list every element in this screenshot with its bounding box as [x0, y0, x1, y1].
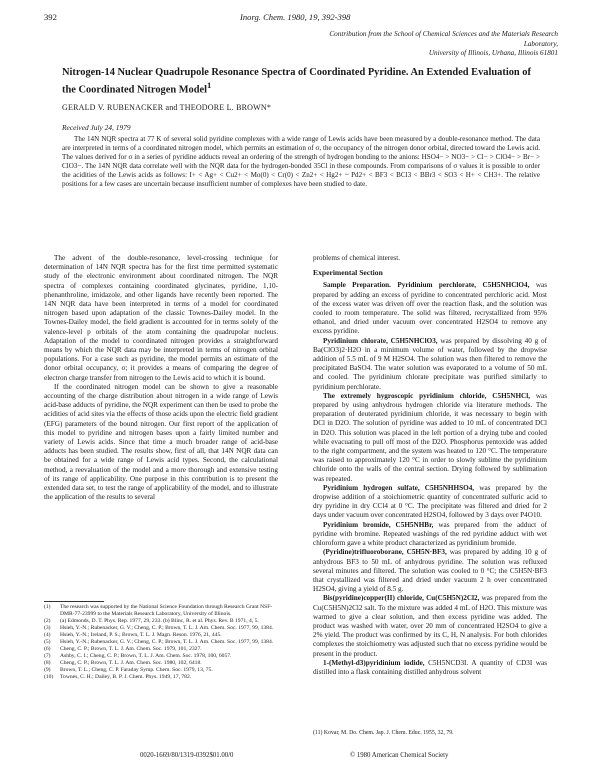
authors: GERALD V. RUBENACKER and THEODORE L. BROWN*	[62, 103, 272, 112]
article-title-footnote-marker: 1	[206, 80, 212, 90]
prep-text-1: was prepared by adding an excess of pyridine to concentrated perchloric acid. Most of the excess water was driven off over the reaction flask, and the solution was cooled to room temperature. The solid was filtered, recrystallized from 95% ethanol, and dried under vacuum over concentrated H2SO4 to remove any excess pyridine.	[313, 281, 548, 336]
prep-text-5: was prepared from the adduct of pyridine with bromine. Repeated washings of the red pyridine adduct with wet chloroform gave a white product characterized as pyridinium bromide.	[313, 520, 548, 548]
article-title-text: Nitrogen-14 Nuclear Quadrupole Resonance Spectra of Coordinated Pyridine. An Extended Evaluation of the Coordinated Nitrogen Model	[62, 67, 531, 96]
received-date: Received July 24, 1979	[62, 123, 131, 132]
journal-citation: Inorg. Chem. 1980, 19, 392-398	[240, 12, 351, 22]
footnote-text: Cheng, C. P.; Brown, T. L. J. Am. Chem. Soc. 1980, 102, 6418.	[60, 660, 202, 666]
footnote	[44, 646, 280, 653]
footnote-text: Brown, T. L.; Cheng, C. P. Faraday Symp. Chem. Soc. 1979, 13, 75.	[60, 667, 213, 673]
footnote-number: (5)	[44, 639, 51, 645]
prep-heading-6: (Pyridine)trifluoroborane, C5H5N·BF3,	[323, 548, 447, 557]
footnote-number: (1)	[44, 604, 51, 610]
affiliation	[300, 30, 558, 59]
footnote-number: (3)	[44, 625, 51, 631]
left-column	[44, 254, 278, 502]
prep-paragraph-1	[313, 281, 547, 336]
footnote-text: Cheng, C. P.; Brown, T. L. J. Am. Chem. Soc. 1979, 101, 2327.	[60, 646, 202, 652]
footer-code: 0020-1669/80/1319-0392$01.00/0	[140, 752, 234, 759]
footnotes	[44, 604, 280, 681]
footnote	[44, 660, 280, 667]
prep-text-8: C5H5NCD3I. A quantity of CD3I was distilled into a flask containing distilled anhydrous solvent	[313, 658, 547, 676]
footnote-text: Ashby, C. I.; Cheng, C. P.; Brown, T. L. J. Am. Chem. Soc. 1978, 100, 6057.	[60, 653, 232, 659]
affiliation-line-2: University of Illinois, Urbana, Illinois 61801	[428, 49, 558, 57]
prep-paragraph-5	[313, 521, 547, 549]
prep-text-3: was prepared by using anhydrous hydrogen chloride via literature methods. The preparation of deuterated pyridinium chloride, it was necessary to begin with DCl in D2O. The solution of pyridine was added to 10 mL of concentrated DCl in D2O. This solution was placed in the left portion of a drying tube and cooled while evacuating to pull off most of the D2O. Phosphorus pentoxide was added to the right compartment, and the system was heated to 120 °C. The temperature was raised to approximately 120 °C in order to slowly sublime the pyridinium chloride onto the walls of the central section. Drying followed by sublimation was repeated.	[313, 391, 547, 483]
footer-copyright: © 1980 American Chemical Society	[350, 752, 449, 759]
prep-text-6: was prepared by adding 10 g of anhydrous BF3 to 50 mL of anhydrous pyridine. The solution was refluxed several minutes and filtered. The solution was cooled to 0 °C; the C5H5N·BF3 that crystallized was filtered and dried under vacuum 2 h over concentrated H2SO4, giving a yield of 8.5 g.	[313, 548, 547, 594]
prep-heading-5: Pyridinium bromide, C5H5NHBr,	[323, 520, 434, 529]
footnote-number: (2)	[44, 618, 51, 624]
section-heading: Experimental Section	[313, 268, 383, 278]
footnote-number: (9)	[44, 667, 51, 673]
prep-paragraph-8	[313, 659, 547, 677]
prep-text-2: was prepared by dissolving 40 g of Ba(ClO3)2·H2O in a minimum volume of water, followed by the dropwise addition of 5.5 mL of 9 M H2SO4. The solution was then filtered to remove the precipitated BaSO4. The water solution was evaporated to a volume of 50 mL and cooled. The pyridinium chlorate precipitate was purified similarly to pyridinium perchlorate.	[313, 336, 548, 391]
footnote-number: (10)	[44, 674, 54, 680]
prep-heading-1: Sample Preparation. Pyridinium perchlorate, C5H5NHClO4,	[323, 281, 530, 290]
footnote-text: Hsieh, Y.-N.; Rubenacker, G. V.; Cheng, C. P.; Brown, T. L. J. Am. Chem. Soc. 1977, 99, 1384.	[60, 639, 274, 645]
prep-paragraph-2	[313, 337, 547, 392]
footnote-number: (6)	[44, 646, 51, 652]
prep-text-7: was prepared from the Cu(C5H5N)2Cl2 salt. To the mixture was added 4 mL of H2O. This mixture was warmed to give a clear solution, and then excess pyridine was added. The product was washed with water, over 20 mm of concentrated H2SO4 to give a 2% yield. The product was confirmed by its C, H, N analysis. For both chlorides complexes the stoichiometry was adjusted such that no excess pyridine would be present in the product.	[313, 594, 548, 658]
footnote	[44, 604, 280, 618]
right-column	[313, 254, 547, 677]
prep-heading-8: 1-(Methyl-d3)pyridinium iodide,	[323, 658, 425, 667]
footnote-text: (a) Edmonds, D. T. Phys. Rep. 1977, 29, 233. (b) Blinc, R. et al. Phys. Rev. B 1971, 4, 5.	[60, 618, 259, 624]
prep-text-4: was prepared by the dropwise addition of a stoichiometric quantity of concentrated sulfuric acid to dry pyridine in dry CCl4 at 0 °C. The precipitate was filtered and dried for 2 days under vacuum over concentrated H2SO4, followed by 3 days over P4O10.	[313, 483, 547, 520]
prep-paragraph-4	[313, 484, 547, 521]
intro-paragraph-2: If the coordinated nitrogen model can be shown to give a reasonable accounting of the charge distribution about nitrogen in a wide range of Lewis acid-base adducts of pyridine, the NQR experiment can then be used to probe the acidities of acid sites via the effects of those acids upon the electric field gradient (EFG) parameters of the bound nitrogen. Our first report of the application of this model to pyridine and nitrogen bases upon a fairly limited number and variety of Lewis acids. Since that time a much broader range of acid-base adducts has been studied. The results show, first of all, that 14N NQR data can be obtained for a wide range of Lewis acid types. Second, the calculational method, a reevaluation of the model and a more thorough and extensive testing of its range of applicability. One purpose in this contribution is to present the extended data set, to test the range of applicability of the model, and to illustrate the application of the results to several	[44, 382, 278, 502]
footnote	[44, 674, 280, 681]
footnote	[44, 618, 280, 625]
footnote-number: (7)	[44, 653, 51, 659]
footnote-text: Townes, C. H.; Dailey, B. P. J. Chem. Phys. 1949, 17, 782.	[60, 674, 192, 680]
intro-continuation: problems of chemical interest.	[313, 254, 401, 262]
footnote	[44, 653, 280, 660]
footnote-divider	[44, 601, 104, 602]
article-title	[62, 66, 542, 96]
footnote-right: (11) Kovar, M. Do. Chem. Jap. J. Chem. Educ. 1955, 32, 79.	[313, 730, 454, 736]
abstract: The 14N NQR spectra at 77 K of several solid pyridine complexes with a wide range of Lewis acids have been measured by a double-resonance method. The data are interpreted in terms of a coordinated nitrogen model, which permits an estimation of σ, the occupancy of the nitrogen donor orbital, directed toward the Lewis acid. The values derived for σ in a series of pyridine adducts reveal an ordering of the strength of hydrogen bonding to the anions: HSO4− > NO3− > Cl− > ClO4− > Br− > ClO3−. The 14N NQR data correlate well with the NQR data for the hydrogen-bonded 35Cl in these compounds. From comparisons of σ values it is possible to order the acidities of the Lewis acids as follows: I+ < Ag+ < Cu2+ < Mo(0) < Cr(0) < Zn2+ < Hg2+ ~ Pd2+ < BF3 < BCl3 < BBr3 < SO3 < H+ < CH3+. The relative positions for a few cases are uncertain because insufficient number of complexes have been studied to date.	[62, 135, 540, 188]
prep-paragraph-7	[313, 594, 547, 658]
footnote	[44, 667, 280, 674]
footnote-number: (8)	[44, 660, 51, 666]
prep-heading-4: Pyridinium hydrogen sulfate, C5H5NHHSO4,	[323, 483, 475, 492]
footnote-number: (4)	[44, 632, 51, 638]
prep-heading-7: Bis(pyridine)copper(II) chloride, Cu(C5H5N)2Cl2,	[323, 594, 480, 603]
footnote-text: Hsieh, Y.-N.; Rubenacker, G. V.; Cheng, C. P.; Brown, T. L. J. Am. Chem. Soc. 1977, 99, 1384.	[60, 625, 274, 631]
prep-heading-2: Pyridinium chlorate, C5H5NHClO3,	[323, 336, 438, 345]
footnote	[44, 632, 280, 639]
prep-paragraph-6	[313, 548, 547, 594]
intro-paragraph-1: The advent of the double-resonance, level-crossing technique for determination of 14N NQR spectra has for the first time permitted systematic study of the electronic environment about coordinated nitrogen. The NQR spectra of complexes containing coordinated glycinates, pyridine, 1,10-phenanthroline, imidazole, and other ligands have recently been reported. The 14N NQR data have been interpreted in terms of a model for coordinated nitrogen based upon adaptation of the classic Townes-Dailey model. In the Townes-Dailey model, the field gradient is accounted for in terms solely of the valence-level p orbitals of the atom containing the quadrupolar nucleus. Adaptation of the model to coordinated nitrogen provides a straightforward means by which the NQR data may be interpreted in terms of nitrogen orbital populations. For a case such as pyridine, the model permits an estimate of the donor orbital occupancy, σ; it provides a means of comparing the degree of electron charge transfer from nitrogen to the Lewis acid to which it is bound.	[44, 254, 278, 382]
affiliation-line-1: Contribution from the School of Chemical Sciences and the Materials Research Laboratory,	[329, 30, 558, 48]
page-number: 392	[44, 12, 57, 22]
prep-paragraph-3	[313, 392, 547, 484]
footnote	[44, 625, 280, 632]
footnote	[44, 639, 280, 646]
footnote-text: The research was supported by the National Science Foundation through Research Grant NSF-DMR-77-23999 to the Materials Research Laboratory, University of Illinois.	[60, 604, 273, 617]
footnote-text: Hsieh, Y.-N.; Ireland, P. S.; Brown, T. L. J. Magn. Reson. 1976, 21, 445.	[60, 632, 222, 638]
prep-heading-3: The extremely hygroscopic pyridinium chloride, C5H5NHCl,	[323, 391, 531, 400]
